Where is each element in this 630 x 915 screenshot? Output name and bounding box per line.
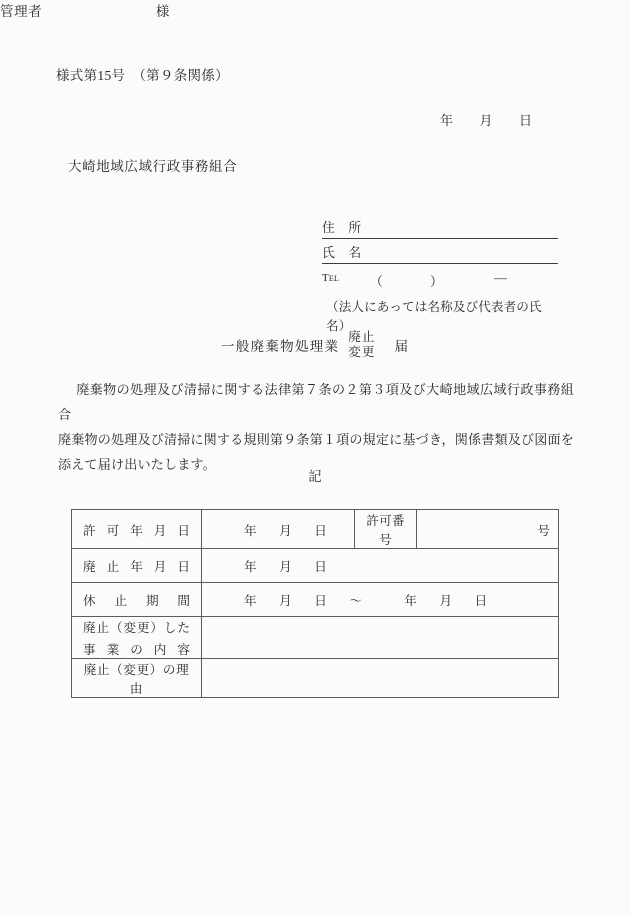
date-month-placeholder: 月 [479,113,494,128]
applicant-block [322,218,558,334]
label-char: 変 [123,621,137,635]
label-char: 止 [114,594,128,608]
label-line-2 [83,639,190,658]
abolish-date-label [80,556,193,575]
table-row [72,510,559,549]
label-char: 休 [83,594,96,608]
label-char: 年 [130,523,143,538]
telephone-label: Tel [322,272,340,284]
to-year-char: 年 [404,594,418,608]
label-char: ） [150,621,164,635]
addressee-role: 管理者 [0,4,43,19]
day-char: 日 [314,523,328,538]
label-char: 事 [83,643,96,657]
suspension-period-value-cell[interactable] [202,583,559,617]
table-row [72,583,559,617]
label-char: の [130,643,143,657]
corporate-name-note: （法人にあっては名称及び代表者の氏名） [326,300,542,333]
body-line-3: 添えて届け出いたします。 [58,457,216,472]
document-title-main: 一般廃棄物処理業 [220,339,340,355]
abolished-business-label-cell [72,617,202,659]
body-line-1 [58,377,574,427]
month-char: 月 [279,560,293,574]
abolished-business-value-cell[interactable] [202,617,559,659]
day-char: 日 [314,560,328,574]
abolish-date-label-cell [72,549,202,583]
to-month-char: 月 [439,594,453,608]
address-field-row[interactable] [322,218,558,239]
label-line-1 [83,617,190,636]
abolition-reason-label-cell [72,659,202,698]
suspension-period-label-cell [72,583,202,617]
label-char: 内 [153,643,167,657]
date-day-placeholder: 日 [519,113,533,128]
document-title-option-abolish: 廃止 [348,330,376,344]
label-char: 日 [177,560,190,574]
label-char: 月 [153,560,167,574]
permit-number-unit: 号 [537,523,550,538]
range-mark: 〜 [349,594,363,608]
from-day-char: 日 [314,594,328,608]
addressee-honorific: 様 [155,4,170,19]
name-field-row[interactable] [322,243,558,264]
address-label: 住 所 [322,221,362,235]
addressee-role-row [0,0,170,20]
permit-number-value-cell[interactable] [417,510,559,549]
body-line-1-text: 廃棄物の処理及び清掃に関する法律第７条の２第３項及び大崎地域広域行政事務組合 [58,382,574,422]
abolition-reason-label: 廃止（変更）の理由 [83,663,190,696]
permit-number-label: 許可番号 [366,514,405,547]
telephone-field-row[interactable] [322,271,558,290]
permit-date-label [80,520,193,539]
ki-marker: 記 [308,469,322,484]
table-row [72,549,559,583]
label-char: 可 [106,523,120,538]
permit-number-label-cell [355,510,417,549]
document-title-option-change: 変更 [348,345,376,360]
label-char: し [163,621,177,635]
label-char: （ [109,621,123,635]
label-char: 更 [136,621,150,635]
to-day-char: 日 [474,594,488,608]
date-year-placeholder: 年 [440,113,454,128]
permit-date-placeholder [210,524,327,538]
form-number-heading: 様式第15号 （第９条関係） [56,68,229,83]
label-char: 廃 [83,560,96,574]
year-char: 年 [244,523,258,538]
abolish-date-placeholder [210,560,327,574]
abolished-business-label [80,617,193,658]
abolition-reason-value-cell[interactable] [202,659,559,698]
form-table [71,509,559,698]
label-char: 期 [145,594,159,608]
label-char: 年 [130,560,143,574]
document-title [0,330,630,361]
name-label: 氏 名 [322,246,362,260]
abolish-date-value-cell[interactable] [202,549,559,583]
label-char: 廃 [83,621,96,635]
telephone-paren-close: ） [430,275,444,289]
label-char: 月 [153,523,167,538]
suspension-period-label [80,590,193,609]
from-month-char: 月 [279,594,293,608]
permit-date-label-cell [72,510,202,549]
label-char: 容 [177,643,190,657]
date-line [440,110,533,129]
year-char: 年 [244,560,258,574]
suspension-period-placeholder [210,594,488,608]
telephone-paren-open: （ [370,275,384,289]
label-char: 業 [106,643,120,657]
from-year-char: 年 [244,594,258,608]
telephone-dash: ― [494,271,508,285]
month-char: 月 [279,523,293,538]
label-char: 止 [106,560,120,574]
document-title-option-stack [348,330,375,361]
permit-date-value-cell[interactable] [202,510,355,549]
label-char: 許 [83,523,96,538]
table-row [72,617,559,659]
addressee-organization: 大崎地域広域行政事務組合 [68,159,238,174]
body-paragraph [58,377,574,477]
table-row [72,659,559,698]
label-char: 日 [177,523,190,538]
label-char: 間 [177,594,190,608]
label-char: 止 [96,621,110,635]
document-title-suffix: 届 [394,339,410,355]
body-line-2: 廃棄物の処理及び清掃に関する規則第９条第１項の規定に基づき，関係書類及び図面を [58,432,574,447]
label-char: た [177,621,190,635]
